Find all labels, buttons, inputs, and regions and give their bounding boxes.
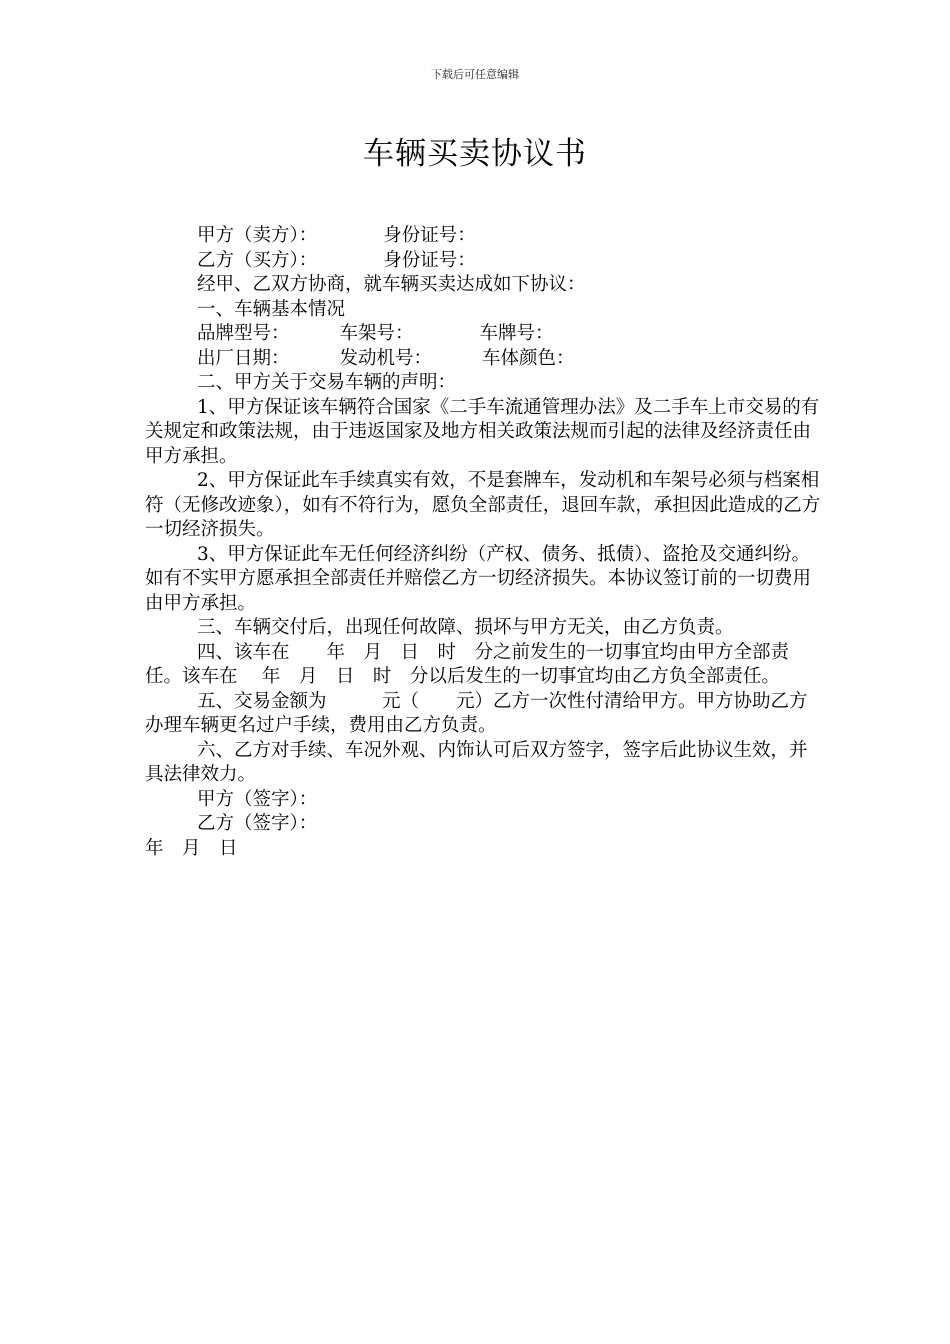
color-label: 车体颜色： bbox=[482, 347, 575, 369]
party-a-label: 甲方（卖方）： bbox=[197, 225, 318, 246]
section5-text: 五、交易金额为 元（ 元）乙方一次性付清给甲方。甲方协助乙方办理车辆更名过户手续，费用由乙方负责。 bbox=[145, 690, 808, 736]
party-a-line bbox=[145, 224, 825, 249]
signature-party-b: 乙方（签字）： bbox=[197, 813, 318, 834]
document-title: 车辆买卖协议书 bbox=[363, 136, 587, 172]
page-header: 下载后可任意编辑 bbox=[431, 68, 519, 81]
party-b-label: 乙方（买方）： bbox=[197, 249, 318, 271]
section1-heading: 一、车辆基本情况 bbox=[197, 298, 346, 320]
vehicle-info-line-1 bbox=[145, 322, 825, 347]
party-b-id-label: 身份证号： bbox=[383, 249, 476, 271]
intro-text: 经甲、乙双方协商，就车辆买卖达成如下协议： bbox=[197, 274, 586, 295]
date-label: 出厂日期： bbox=[197, 347, 290, 369]
signature-party-a: 甲方（签字）： bbox=[197, 788, 318, 810]
document-body bbox=[145, 224, 825, 861]
section6-text: 六、乙方对手续、车况外观、内饰认可后双方签字，签字后此协议生效，并具法律效力。 bbox=[145, 739, 808, 785]
section2-item-2: 2、甲方保证此车手续真实有效，不是套牌车，发动机和车架号必须与档案相符（无修改迹象），如有不符行为，愿负全部责任，退回车款，承担因此造成的乙方一切经济损失。 bbox=[145, 470, 821, 540]
brand-label: 品牌型号： bbox=[197, 323, 290, 344]
section3-text: 三、车辆交付后，出现任何故障、损坏与甲方无关，由乙方负责。 bbox=[197, 617, 734, 638]
section2-item-3: 3、甲方保证此车无任何经济纠纷（产权、债务、抵债）、盗抢及交通纠纷。如有不实甲方愿承担全部责任并赔偿乙方一切经济损失。本协议签订前的一切费用由甲方承担。 bbox=[145, 543, 812, 614]
section2-item-1: 1、甲方保证该车辆符合国家《二手车流通管理办法》及二手车上市交易的有关规定和政策法规，由于违返国家及地方相关政策法规而引起的法律及经济责任由甲方承担。 bbox=[145, 396, 820, 467]
frame-label: 车架号： bbox=[339, 323, 414, 344]
section4-text: 四、该车在 年 月 日 时 分之前发生的一切事宜均由甲方全部责任。该车在 年 月 日 时 分以后发生的一切事宜均由乙方负全部责任。 bbox=[145, 641, 790, 687]
party-b-line bbox=[145, 249, 825, 274]
party-a-id-label: 身份证号： bbox=[383, 225, 476, 246]
plate-label: 车牌号： bbox=[479, 323, 554, 344]
signature-date: 年 月 日 bbox=[145, 837, 238, 859]
vehicle-info-line-2 bbox=[145, 347, 825, 372]
engine-label: 发动机号： bbox=[339, 347, 433, 369]
section2-heading: 二、甲方关于交易车辆的声明： bbox=[197, 372, 457, 393]
